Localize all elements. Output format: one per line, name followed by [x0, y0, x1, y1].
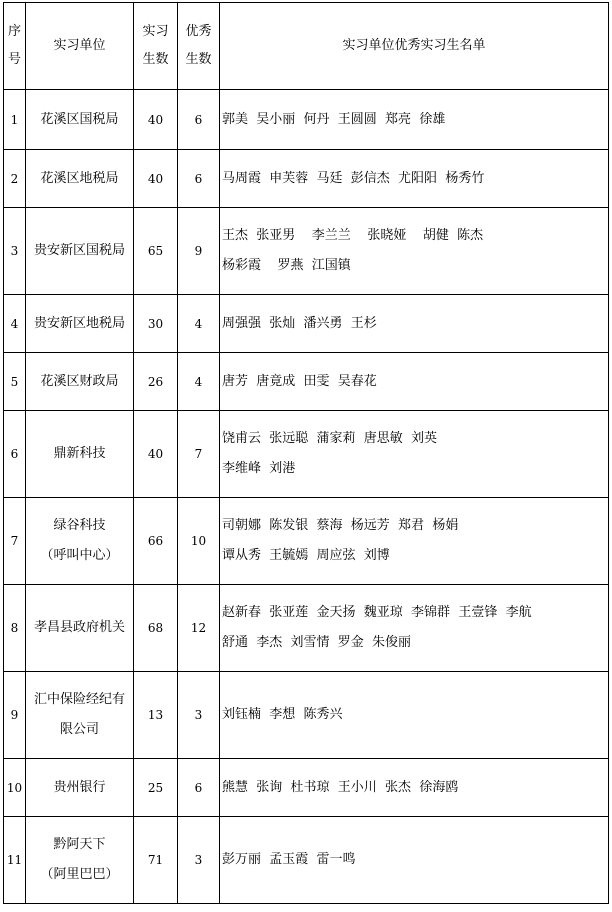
table-row	[4, 295, 609, 353]
table-row	[4, 498, 609, 585]
row-no-cell: 2	[4, 150, 26, 208]
row-no-cell: 6	[4, 411, 26, 498]
row-no-cell: 10	[4, 759, 26, 817]
row-total-cell: 40	[134, 411, 178, 498]
row-total-cell: 30	[134, 295, 178, 353]
table-row	[4, 353, 609, 411]
row-unit-cell: 花溪区地税局	[26, 150, 134, 208]
row-excellent-cell: 3	[178, 672, 220, 759]
row-excellent-cell: 7	[178, 411, 220, 498]
row-excellent-cell: 3	[178, 817, 220, 904]
row-total-cell: 71	[134, 817, 178, 904]
row-total-cell: 40	[134, 90, 178, 150]
row-unit-cell: 花溪区财政局	[26, 353, 134, 411]
row-total-cell: 66	[134, 498, 178, 585]
row-names-cell: 司朝娜 陈发银 蔡海 杨远芳 郑君 杨娟 谭从秀 王毓嫣 周应弦 刘博	[220, 498, 609, 585]
table-row	[4, 208, 609, 295]
row-excellent-cell: 6	[178, 90, 220, 150]
header-total: 实习 生数	[134, 3, 178, 90]
row-unit-cell: 贵安新区地税局	[26, 295, 134, 353]
row-no-cell: 3	[4, 208, 26, 295]
row-excellent-cell: 6	[178, 150, 220, 208]
table-row	[4, 90, 609, 150]
row-names-cell: 饶甫云 张远聪 蒲家莉 唐思敏 刘英 李维峰 刘港	[220, 411, 609, 498]
row-unit-cell: 汇中保险经纪有 限公司	[26, 672, 134, 759]
row-excellent-cell: 12	[178, 585, 220, 672]
header-unit: 实习单位	[26, 3, 134, 90]
row-no-cell: 8	[4, 585, 26, 672]
row-unit-cell: 贵安新区国税局	[26, 208, 134, 295]
row-no-cell: 4	[4, 295, 26, 353]
row-no-cell: 5	[4, 353, 26, 411]
row-total-cell: 26	[134, 353, 178, 411]
row-total-cell: 40	[134, 150, 178, 208]
intern-table	[3, 2, 609, 904]
row-excellent-cell: 4	[178, 295, 220, 353]
header-no: 序 号	[4, 3, 26, 90]
table-row	[4, 411, 609, 498]
row-excellent-cell: 9	[178, 208, 220, 295]
row-unit-cell: 鼎新科技	[26, 411, 134, 498]
row-excellent-cell: 4	[178, 353, 220, 411]
row-unit-cell: 黔阿天下 （阿里巴巴）	[26, 817, 134, 904]
table-row	[4, 672, 609, 759]
row-total-cell: 68	[134, 585, 178, 672]
table-row	[4, 150, 609, 208]
row-names-cell: 彭万丽 孟玉霞 雷一鸣	[220, 817, 609, 904]
row-unit-cell: 绿谷科技 （呼叫中心）	[26, 498, 134, 585]
row-names-cell: 刘钰楠 李想 陈秀兴	[220, 672, 609, 759]
row-names-cell: 郭美 吴小丽 何丹 王圆圆 郑亮 徐雄	[220, 90, 609, 150]
row-total-cell: 13	[134, 672, 178, 759]
row-names-cell: 王杰 张亚男 李兰兰 张晓娅 胡健 陈杰 杨彩霞 罗燕 江国镇	[220, 208, 609, 295]
row-names-cell: 马周霞 申芙蓉 马廷 彭信杰 尤阳阳 杨秀竹	[220, 150, 609, 208]
table-row	[4, 759, 609, 817]
row-no-cell: 11	[4, 817, 26, 904]
row-unit-cell: 孝昌县政府机关	[26, 585, 134, 672]
row-unit-cell: 花溪区国税局	[26, 90, 134, 150]
row-names-cell: 熊慧 张询 杜书琼 王小川 张杰 徐海鸥	[220, 759, 609, 817]
header-excellent: 优秀 生数	[178, 3, 220, 90]
table-row	[4, 585, 609, 672]
row-excellent-cell: 10	[178, 498, 220, 585]
row-unit-cell: 贵州银行	[26, 759, 134, 817]
row-no-cell: 7	[4, 498, 26, 585]
row-total-cell: 65	[134, 208, 178, 295]
row-no-cell: 9	[4, 672, 26, 759]
table-row	[4, 817, 609, 904]
row-names-cell: 周强强 张灿 潘兴勇 王杉	[220, 295, 609, 353]
row-names-cell: 唐芳 唐竟成 田雯 吴春花	[220, 353, 609, 411]
header-row	[4, 3, 609, 90]
row-names-cell: 赵新春 张亚莲 金天扬 魏亚琼 李锦群 王壹锋 李航 舒通 李杰 刘雪情 罗金 朱俊丽	[220, 585, 609, 672]
row-no-cell: 1	[4, 90, 26, 150]
row-excellent-cell: 6	[178, 759, 220, 817]
header-names: 实习单位优秀实习生名单	[220, 3, 609, 90]
row-total-cell: 25	[134, 759, 178, 817]
